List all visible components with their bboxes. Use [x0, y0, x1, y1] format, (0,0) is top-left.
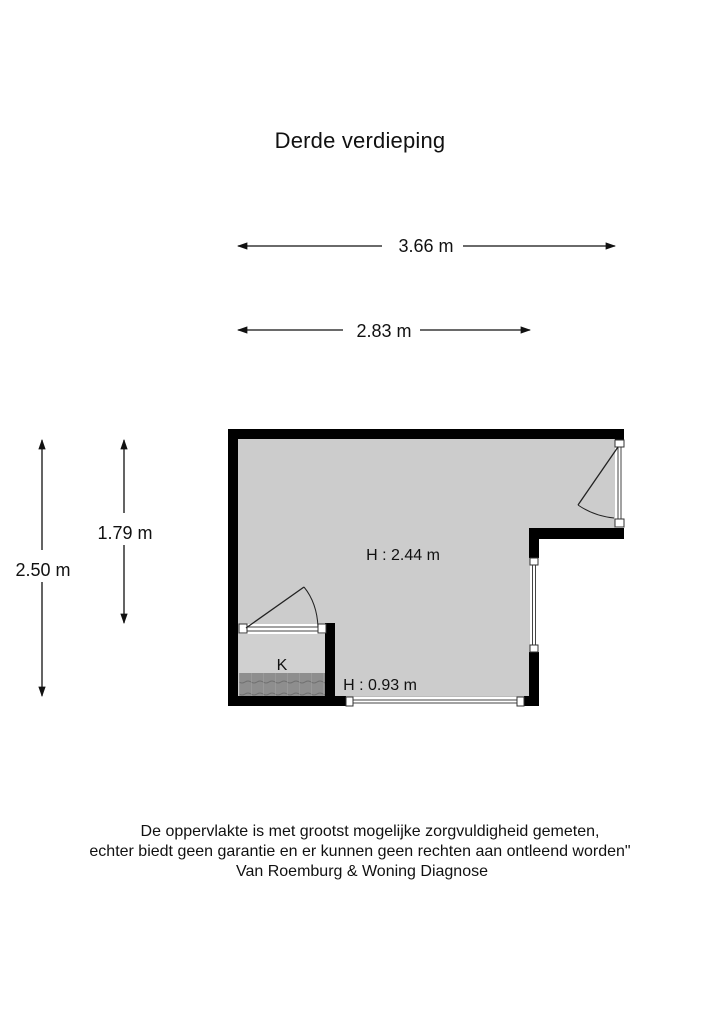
window-right	[530, 558, 538, 652]
room-height-low: H : 0.93 m	[343, 677, 417, 694]
window-bottom	[346, 697, 524, 706]
disclaimer-line-3: Van Roemburg & Woning Diagnose	[236, 863, 488, 880]
disclaimer	[0, 822, 720, 882]
dimension-label-depth-partial: 1.79 m	[97, 523, 153, 543]
room-height-main: H : 2.44 m	[366, 547, 440, 564]
dimension-label-width-partial: 2.83 m	[356, 321, 412, 341]
dimension-depth-partial	[97, 440, 152, 623]
dimension-label-width-total: 3.66 m	[398, 236, 454, 256]
dimension-depth-total	[15, 440, 70, 696]
disclaimer-line-1: De oppervlakte is met grootst mogelijke zorgvuldigheid gemeten,	[140, 823, 600, 840]
dimension-width-total	[238, 236, 615, 256]
disclaimer-line-2: echter biedt geen garantie en er kunnen geen rechten aan ontleend worden"	[89, 843, 631, 860]
floor-title: Derde verdieping	[274, 128, 446, 153]
closet-label: K	[276, 657, 288, 674]
dimension-label-depth-total: 2.50 m	[15, 560, 71, 580]
dimension-width-partial	[238, 321, 530, 341]
roof-tiles	[239, 673, 325, 696]
